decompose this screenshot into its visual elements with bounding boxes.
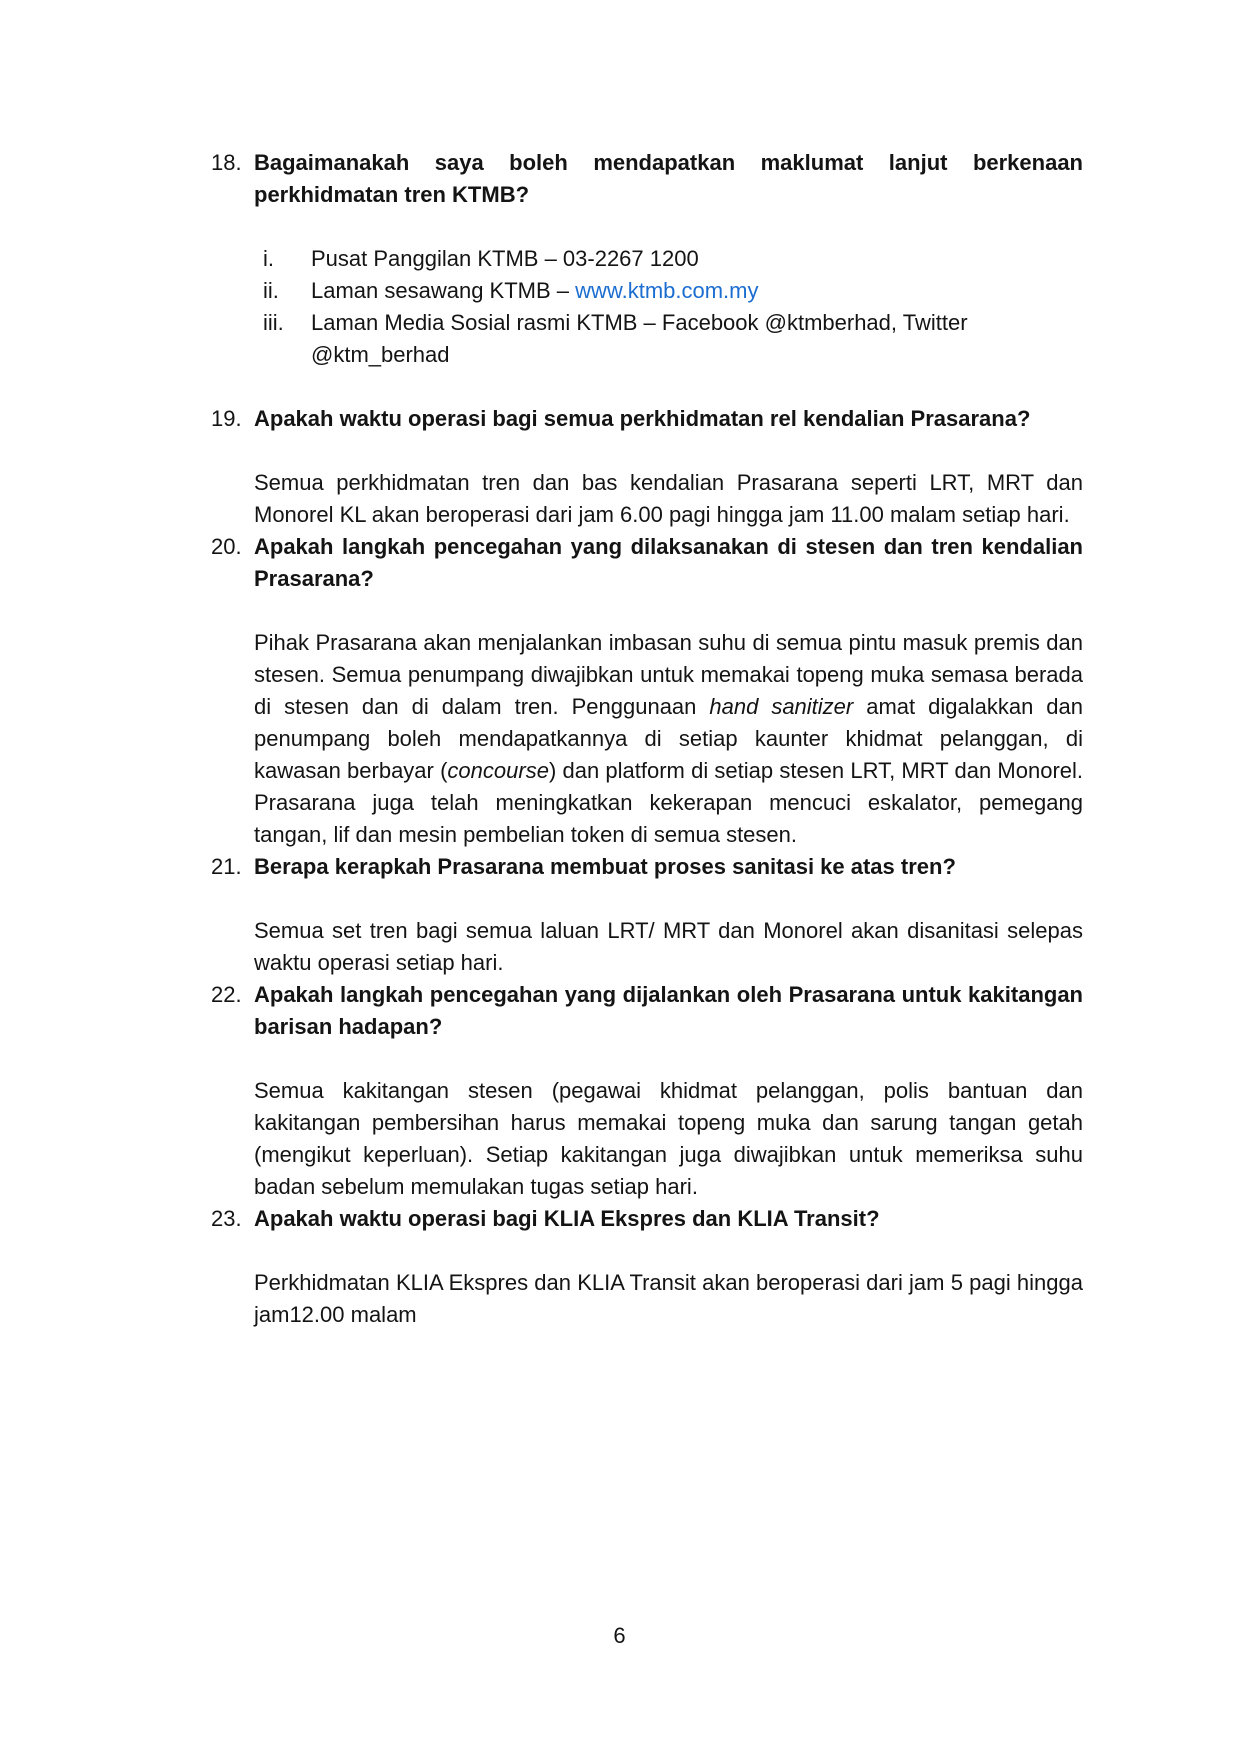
answer-italic-segment: concourse [447,758,549,783]
question-heading [211,1203,1083,1235]
faq-item-20 [211,531,1083,851]
list-marker: i. [263,246,274,271]
ktmb-website-link[interactable]: www.ktmb.com.my [575,278,759,303]
question-text: Apakah langkah pencegahan yang dijalankan oleh Prasarana untuk kakitangan barisan hadapan? [254,982,1083,1039]
answer-paragraph [254,627,1083,851]
question-number: 21. [211,854,242,879]
answer-text-segment: Pihak Prasarana akan menjalankan imbasan suhu di semua pintu masuk premis dan stesen. Semua penumpang diwajibkan untuk memakai topeng muka semasa berada di stesen dan di dalam tren. Penggunaan [254,630,1083,719]
question-heading [211,403,1083,435]
list-item-text: Pusat Panggilan KTMB – 03-2267 1200 [311,246,699,271]
question-number: 20. [211,534,242,559]
list-marker: ii. [263,278,279,303]
list-item-text: Laman Media Sosial rasmi KTMB – Facebook @ktmberhad, Twitter @ktm_berhad [311,310,968,367]
question-number: 23. [211,1206,242,1231]
question-text: Apakah langkah pencegahan yang dilaksanakan di stesen dan tren kendalian Prasarana? [254,534,1083,591]
question-heading [211,147,1083,211]
faq-item-22 [211,979,1083,1203]
contact-channel-list [263,243,1083,371]
question-number: 18. [211,150,242,175]
list-marker: iii. [263,310,284,335]
question-heading [211,979,1083,1043]
answer-paragraph: Perkhidmatan KLIA Ekspres dan KLIA Transit akan beroperasi dari jam 5 pagi hingga jam12.00 malam [254,1270,1083,1327]
answer-italic-segment: hand sanitizer [709,694,854,719]
question-number: 19. [211,406,242,431]
list-item-text [311,275,1083,307]
faq-item-18 [211,147,1083,371]
list-item-text-prefix: Laman sesawang KTMB – [311,278,576,303]
list-item [263,275,1083,307]
question-heading [211,851,1083,883]
page-number: 6 [613,1623,626,1648]
faq-item-23 [211,1203,1083,1331]
faq-item-19 [211,403,1083,531]
faq-item-21 [211,851,1083,979]
question-text: Apakah waktu operasi bagi semua perkhidmatan rel kendalian Prasarana? [254,406,1031,431]
answer-paragraph: Semua kakitangan stesen (pegawai khidmat pelanggan, polis bantuan dan kakitangan pembersihan harus memakai topeng muka dan sarung tangan getah (mengikut keperluan). Setiap kakitangan juga diwajibkan untuk memeriksa suhu badan sebelum memulakan tugas setiap hari. [254,1078,1083,1199]
list-item [263,307,1083,371]
question-text: Berapa kerapkah Prasarana membuat proses sanitasi ke atas tren? [254,854,956,879]
question-text: Apakah waktu operasi bagi KLIA Ekspres dan KLIA Transit? [254,1206,880,1231]
answer-paragraph: Semua perkhidmatan tren dan bas kendalian Prasarana seperti LRT, MRT dan Monorel KL akan beroperasi dari jam 6.00 pagi hingga jam 11.00 malam setiap hari. [254,470,1083,527]
question-heading [211,531,1083,595]
question-text: Bagaimanakah saya boleh mendapatkan maklumat lanjut berkenaan perkhidmatan tren KTMB? [254,150,1083,207]
question-number: 22. [211,982,242,1007]
list-item [263,243,1083,275]
answer-text-segment: amat digalakkan dan penumpang boleh mendapatkannya di setiap kaunter khidmat pelanggan, di kawasan berbayar ( [254,694,1084,783]
answer-paragraph: Semua set tren bagi semua laluan LRT/ MRT dan Monorel akan disanitasi selepas waktu operasi setiap hari. [254,918,1083,975]
answer-text-segment: ) dan platform di setiap stesen LRT, MRT dan Monorel. Prasarana juga telah meningkatkan kekerapan mencuci eskalator, pemegang tangan, lif dan mesin pembelian token di semua stesen. [254,758,1084,847]
